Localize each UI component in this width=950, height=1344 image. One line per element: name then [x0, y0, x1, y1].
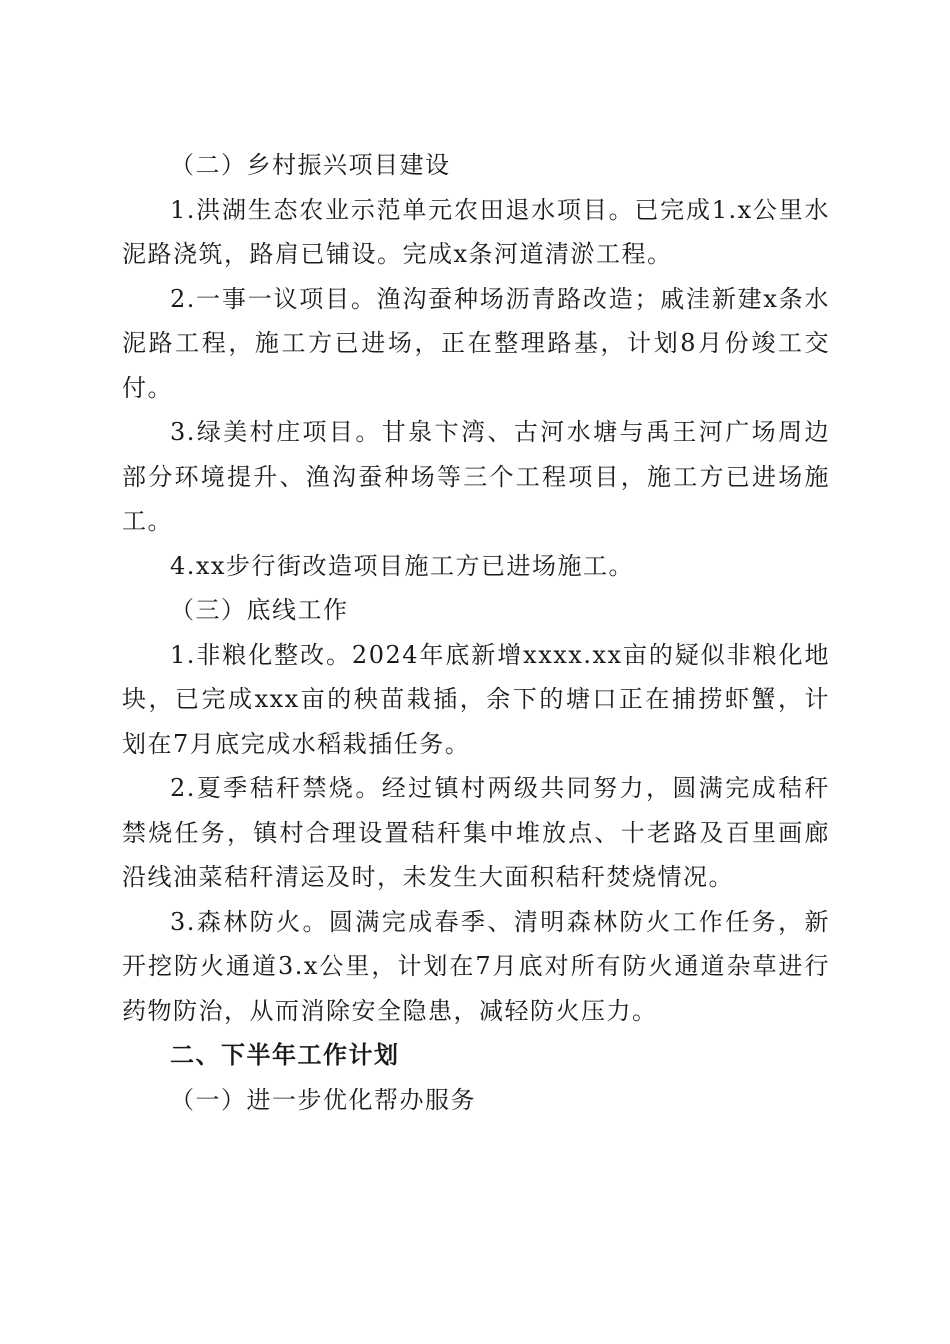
- section-subheading-rural-revitalization: （二）乡村振兴项目建设: [170, 151, 451, 179]
- paragraph-forest-fire-prevention: 3.森林防火。圆满完成春季、清明森林防火工作任务，新开挖防火通道3.x公里，计划在7月底对所有防火通道杂草进行药物防治，从而消除安全隐患，减轻防火压力。: [122, 907, 830, 1025]
- paragraph-honghu-project: 1.洪湖生态农业示范单元农田退水项目。已完成1.x公里水泥路浇筑，路肩已铺设。完成x条河道清淤工程。: [122, 195, 830, 268]
- paragraph-one-matter-project: 2.一事一议项目。渔沟蚕种场沥青路改造；戚洼新建x条水泥路工程，施工方已进场，正在整理路基，计划8月份竣工交付。: [122, 284, 830, 402]
- paragraph-pedestrian-street-project: 4.xx步行街改造项目施工方已进场施工。: [170, 551, 634, 580]
- section-subheading-bottom-line-work: （三）底线工作: [170, 596, 349, 624]
- section-subheading-optimize-service: （一）进一步优化帮办服务: [170, 1085, 476, 1114]
- paragraph-green-village-project: 3.绿美村庄项目。甘泉卞湾、古河水塘与禹王河广场周边部分环境提升、渔沟蚕种场等三个工程项目，施工方已进场施工。: [122, 418, 830, 535]
- paragraph-straw-burning-ban: 2.夏季秸秆禁烧。经过镇村两级共同努力，圆满完成秸秆禁烧任务，镇村合理设置秸秆集中堆放点、十老路及百里画廊沿线油菜秸秆清运及时，未发生大面积秸秆焚烧情况。: [122, 774, 830, 891]
- section-heading-second-half-plan: 二、下半年工作计划: [170, 1041, 400, 1069]
- document-body: [122, 143, 830, 1122]
- paragraph-non-grain-rectification: 1.非粮化整改。2024年底新增xxxx.xx亩的疑似非粮化地块，已完成xxx亩的秧苗栽插，余下的塘口正在捕捞虾蟹，计划在7月底完成水稻栽插任务。: [122, 640, 830, 758]
